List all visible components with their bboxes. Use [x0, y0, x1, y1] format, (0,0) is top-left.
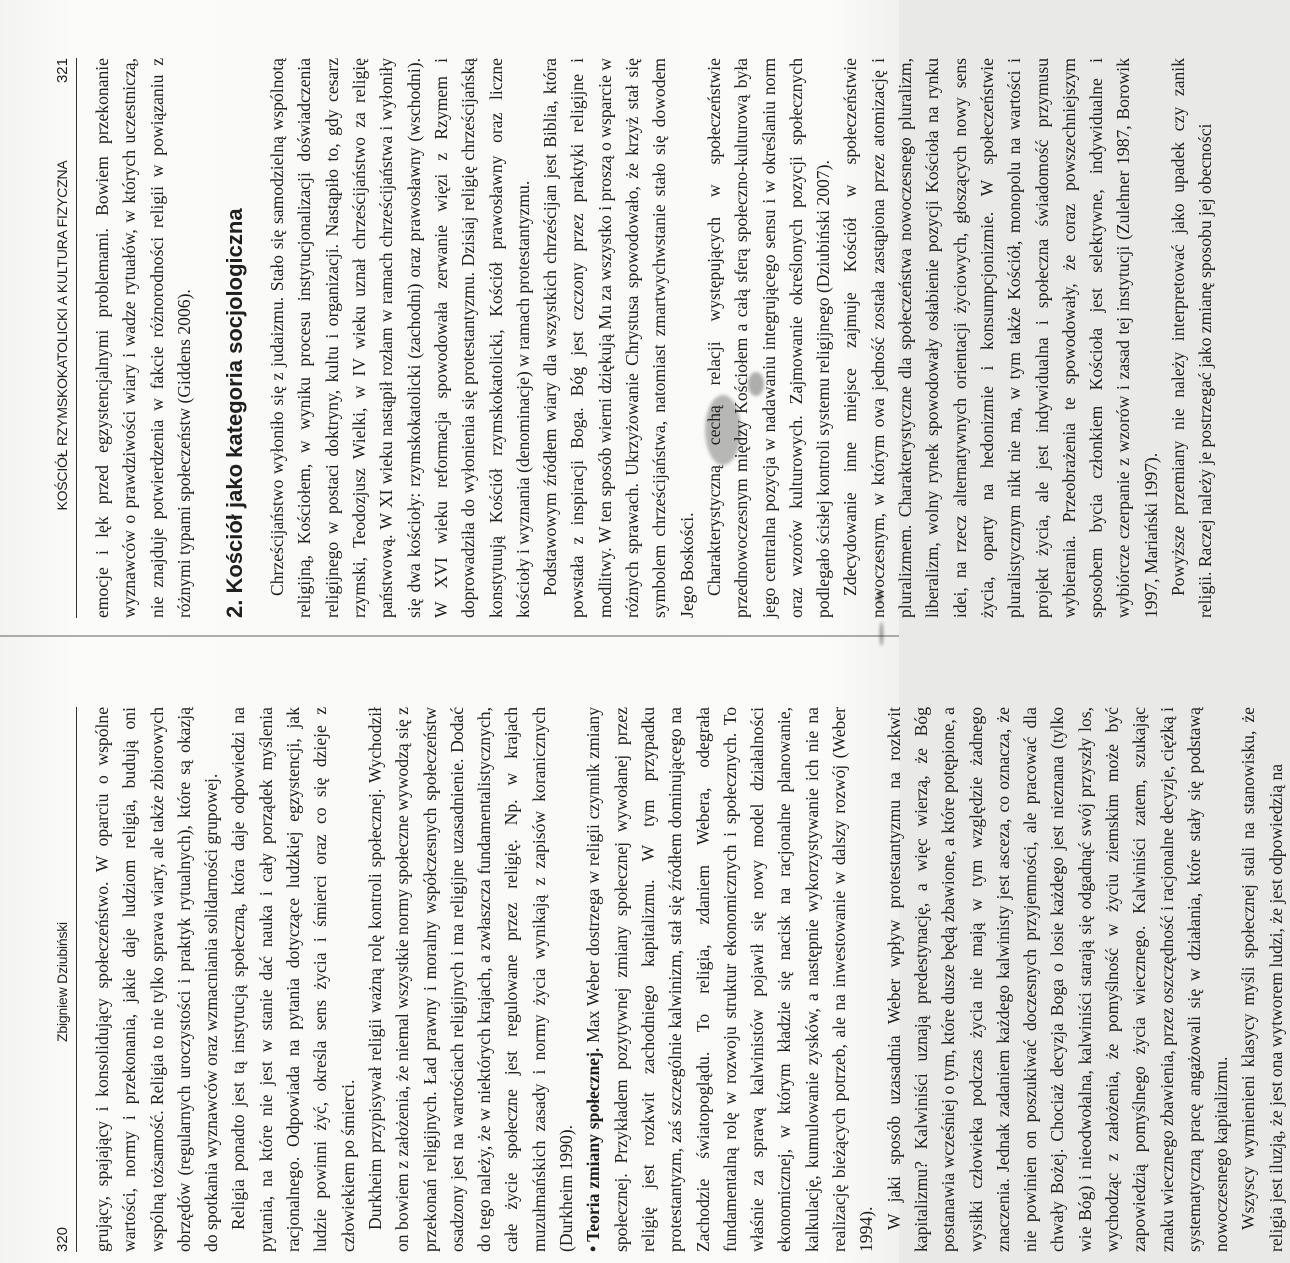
bullet-text: Max Weber dostrzega w religii czynnik zmiany społecznej. Przykładem pozytywnej zmiany społecznej wywołanej przez religię jest rozkwit zachodniego kapitalizmu. W tym przypadku protestantyzm, zaś szczególnie kalwinizm, stał się źródłem dominującego na Zachodzie światopoglądu. To religia, zdaniem Webera, odegrała fundamentalną rolę w rozwoju struktur ekonomicznych i społecznych. To właśnie za sprawą kalwinistów pojawił się nowy model działalności ekonomicznej, w którym kładzie się nacisk na racjonalne planowanie, kalkulację, kumulowanie zysków, a następnie wykorzystywanie ich nie na realizację bieżących potrzeb, ale na inwestowanie w dalszy rozwój (Weber 1994).: [583, 706, 877, 1252]
body-paragraph: Podstawowym źródłem wiary dla wszystkich chrześcijan jest Biblia, która powstała z inspiracji Boga. Bóg jest czczony przez praktyki religijne i modlitwy. W ten sposób wierni dziękują Mu za wszystko i proszą o wsparcie w różnych sprawach. Ukrzyżowanie Chrystusa spowodowało, że krzyż stał się symbolem chrześcijaństwa, natomiast zmartwychwstanie stało się dowodem Jego Boskości.: [540, 58, 697, 618]
bullet-lead: Teoria zmiany społecznej.: [583, 1047, 604, 1242]
running-header: [52, 58, 77, 618]
body-paragraph: Charakterystyczną cechą relacji występujących w społeczeństwie przednowoczesnym między Kościołem a całą sferą społeczno-kulturową była jego centralna pozycja w nadawaniu integrującego sensu i w określaniu norm oraz wzorów kulturowych. Zajmowanie określonych pozycji społecznych podlegało ścisłej kontroli systemu religijnego (Dziubiński 2007).: [703, 58, 834, 618]
scan-speck: [880, 622, 883, 646]
section-heading: 2. Kościół jako kategoria socjologiczna: [222, 208, 248, 618]
running-head-title: KOŚCIÓŁ RZYMSKOKATOLICKI A KULTURA FIZYCZNA: [54, 160, 70, 511]
body-paragraph: Powyższe przemiany nie należy interpretować jako upadek czy zanik religii. Raczej należy je postrzegać jako zmianę sposobu jej obecności: [1167, 58, 1216, 618]
bullet-paragraph: [580, 707, 880, 1252]
running-header: [52, 707, 77, 1252]
body-paragraph: emocje i lęk przed egzystencjalnymi problemami. Bowiem przekonanie wyznawców o prawdziwości wiary i wadze rytuałów, w których uczestniczą, nie znajduje potwierdzenia w fakcie różnorodności religii w powiązaniu z różnymi typami społeczeństw (Giddens 2006).: [92, 58, 194, 618]
bullet-icon: •: [583, 1245, 604, 1252]
running-head-author: Zbigniew Dziubiński: [54, 922, 70, 1042]
left-page: [52, 706, 1286, 1252]
body-paragraph: Chrześcijaństwo wyłoniło się z judaizmu. Stało się samodzielną wspólnotą religijną, Kościołem, w wyniku procesu instytucjonalizacji doświadczenia religijnego w postaci doktryny, kultu i organizacji. Nastąpiło to, gdy cesarz rzymski, Teodozjusz Wielki, w IV wieku uznał chrześcijaństwo za religię państwową. W XI wieku nastąpił rozłam w ramach chrześcijaństwa i wyłoniły się dwa kościoły: rzymskokatolicki (zachodni) oraz prawosławny (wschodni). W XVI wieku reformacja spowodowała zerwanie więzi z Rzymem i doprowadziła do wyłonienia się protestantyzmu. Dzisiaj religię chrześcijańską konstytuują Kościół rzymskokatolicki, Kościół prawosławny oraz liczne kościoły i wyznania (denominacje) w ramach protestantyzmu.: [267, 58, 533, 618]
body-paragraph: grujący, spajający i konsolidujący społeczeństwo. W oparciu o wspólne wartości, normy i przekonania, jakie daje ludziom religia, budują oni wspólną tożsamość. Religia to nie tylko sprawa wiary, ale także zbiorowych obrzędów (regularnych uroczystości i praktyk rytualnych), które są okazją do spotkania wyznawców oraz wzmacniania solidarności grupowej.: [92, 707, 222, 1252]
body-paragraph: Durkheim przypisywał religii ważną rolę kontroli społecznej. Wychodził on bowiem z założenia, że niemal wszystkie normy społeczne wywodzą się z przekonań religijnych. Ład prawny i moralny współczesnych społeczeństw osadzony jest na wartościach religijnych i ma religijne uzasadnienie. Dodać do tego należy, że w niektórych krajach, a zwłaszcza fundamentalistycznych, całe życie społeczne jest regulowane przez religię. Np. w krajach muzułmańskich zasady i normy życia wynikają z zapisów koranicznych (Durkheim 1990).: [364, 707, 577, 1252]
page-number: 320: [54, 1226, 71, 1252]
body-paragraph: Religia ponadto jest tą instytucją społeczną, która daje odpowiedzi na pytania, na które nie jest w stanie dać nauka i cały porządek myślenia racjonalnego. Odpowiada na pytania dotyczące ludzkiej egzystencji, jak ludzie powinni żyć, określa sens życia i śmierci oraz co się dzieje z człowiekiem po śmierci.: [228, 707, 358, 1252]
right-page: [52, 58, 1216, 618]
body-paragraph: W jaki sposób uzasadnia Weber wpływ protestantyzmu na rozkwit kapitalizmu? Kalwiniści uznają predestynację, a więc wierzą, że Bóg postanawia wcześniej o tym, które dusze będą zbawione, a które potępione, a wysiłki człowieka podczas życia nie mają w tym względzie żadnego znaczenia. Jednak zadaniem każdego kalwinisty jest asceza, co oznacza, że nie powinien on poszukiwać doczesnych przyjemności, ale pracować dla chwały Bożej. Chociaż decyzja Boga o losie każdego jest nieznana (tylko wie Bóg) i nieodwołalna, kalwiniści starają się odgadnąć swój przyszły los, wychodząc z założenia, że pomyślność w życiu ziemskim może być zapowiedzią pomyślnego życia wiecznego. Kalwiniści zatem, szukając znaku wiecznego zbawienia, przez oszczędność i racjonalne decyzje, ciężką i systematyczną pracę angażowali się w działania, które stały się podstawą nowoczesnego kapitalizmu.: [883, 707, 1232, 1252]
book-gutter: [0, 635, 899, 637]
body-paragraph: Zdecydowanie inne miejsce zajmuje Kościół w społeczeństwie nowoczesnym, w którym owa jedność została zastąpiona przez atomizację i pluralizmem. Charakterystyczne dla społeczeństwa nowoczesnego pluralizm, liberalizm, wolny rynek spowodowały osłabienie pozycji Kościoła na rynku idei, na rzecz alternatywnych orientacji życiowych, głoszących nowy sens życia, oparty na hedonizmie i konsumpcjonizmie. W społeczeństwie pluralistycznym nikt nie ma, w tym także Kościół, monopolu na wartości i projekt życia, ale jest indywidualna i społeczna świadomość przymusu wybierania. Przeobrażenia te spowodowały, że coraz powszechniejszym sposobem bycia członkiem Kościoła jest selektywne, indywidualne i wybiórcze czerpanie z wzorów i zasad tej instytucji (Zulehner 1987, Borowik 1997, Mariański 1997).: [840, 58, 1161, 618]
body-paragraph: Wszyscy wymienieni klasycy myśli społecznej stali na stanowisku, że religia jest iluzją, że jest ona wytworem ludzi, że jest odpowiedzią na: [1238, 707, 1286, 1252]
page-number: 321: [54, 58, 71, 84]
